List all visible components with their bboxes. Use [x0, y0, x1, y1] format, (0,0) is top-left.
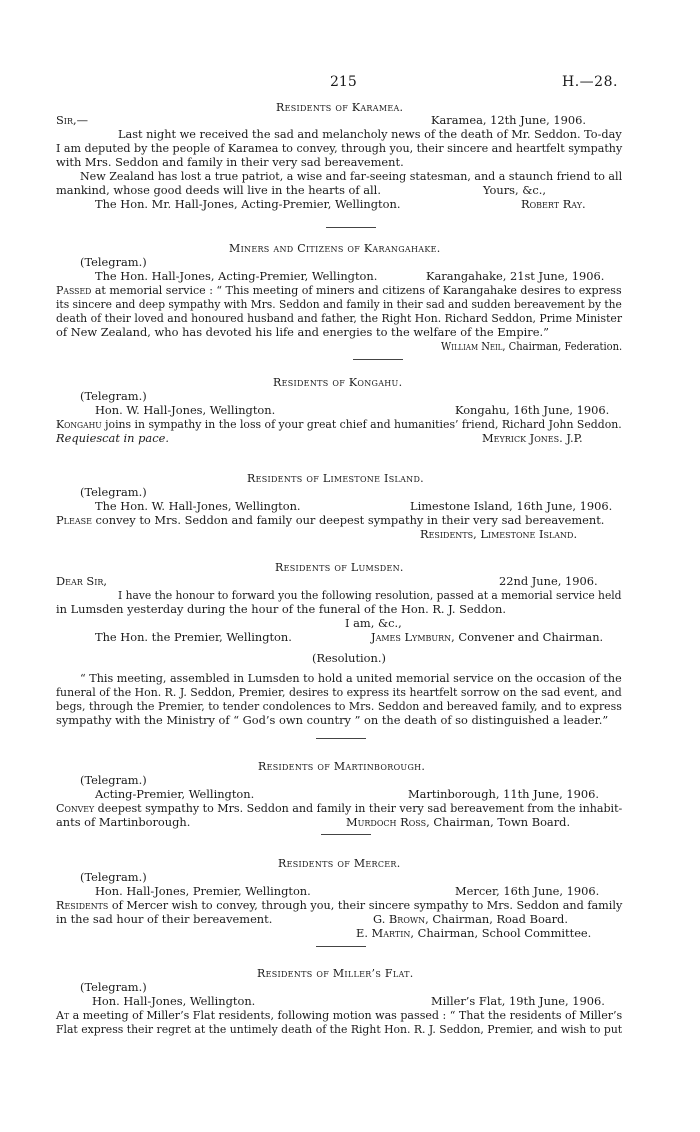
addressee: The Hon. Hall-Jones, Acting-Premier, Wellington.	[95, 269, 378, 283]
lead-word: Residents	[56, 898, 109, 912]
body-line: Residents of Mercer wish to convey, through you, their sincere sympathy to Mrs. Seddon and family	[56, 898, 623, 912]
section-heading-millers-flat: Residents of Miller’s Flat.	[257, 967, 414, 980]
signature: Robert Ray.	[521, 197, 586, 211]
body-line: ants of Martinborough.	[56, 815, 191, 829]
telegram-label: (Telegram.)	[80, 980, 147, 994]
signature: Meyrick Jones. J.P.	[482, 431, 583, 445]
signature: Residents, Limestone Island.	[420, 527, 578, 541]
telegram-label: (Telegram.)	[80, 870, 147, 884]
lead-word: Convey	[56, 801, 95, 815]
addressee: The Hon. W. Hall-Jones, Wellington.	[95, 499, 301, 513]
lead-word: At	[56, 1008, 70, 1022]
place-date: Kongahu, 16th June, 1906.	[455, 403, 610, 417]
body-line: Convey deepest sympathy to Mrs. Seddon and family in their very sad bereavement from the inhabit-	[56, 801, 623, 815]
addressee: Acting-Premier, Wellington.	[95, 787, 255, 801]
section-heading-mercer: Residents of Mercer.	[278, 857, 401, 870]
body-line: Last night we received the sad and melancholy news of the death of Mr. Seddon. To-day	[118, 127, 622, 141]
section-heading-kongahu: Residents of Kongahu.	[273, 376, 403, 389]
section-heading-karamea: Residents of Karamea.	[276, 101, 404, 114]
place-date: Martinborough, 11th June, 1906.	[408, 787, 599, 801]
place-date: Miller’s Flat, 19th June, 1906.	[431, 994, 605, 1008]
section-divider	[326, 227, 376, 228]
lead-word: Please	[56, 513, 92, 527]
salutation: Sir,—	[56, 113, 88, 127]
body-line: Kongahu joins in sympathy in the loss of your great chief and humanities’ friend, Richard John Seddon.	[56, 417, 622, 431]
document-reference: H.—28.	[562, 74, 618, 90]
body-line: its sincere and deep sympathy with Mrs. Seddon and family in their sad and sudden bereavement by the	[56, 297, 622, 311]
lead-word: Passed	[56, 283, 92, 297]
body-line: death of their loved and honoured husband and father, the Right Hon. Richard Seddon, Prime Minister	[56, 311, 623, 325]
section-divider	[316, 738, 366, 739]
section-heading-lumsden: Residents of Lumsden.	[275, 561, 404, 574]
telegram-label: (Telegram.)	[80, 255, 147, 269]
section-divider	[321, 834, 371, 835]
resolution-line: “ This meeting, assembled in Lumsden to hold a united memorial service on the occasion of the	[80, 671, 622, 685]
body-line: of New Zealand, who has devoted his life and energies to the welfare of the Empire.”	[56, 325, 549, 339]
place-date: Karamea, 12th June, 1906.	[431, 113, 586, 127]
signature: G. Brown, Chairman, Road Board.	[373, 912, 568, 926]
closing: Yours, &c.,	[483, 183, 547, 197]
section-heading-limestone-island: Residents of Limestone Island.	[247, 472, 424, 485]
body-line: New Zealand has lost a true patriot, a wise and far-seeing statesman, and a staunch friend to all	[80, 169, 623, 183]
telegram-label: (Telegram.)	[80, 773, 147, 787]
place-date: Mercer, 16th June, 1906.	[455, 884, 600, 898]
signature: E. Martin, Chairman, School Committee.	[356, 926, 592, 940]
date: 22nd June, 1906.	[499, 574, 598, 588]
body-line: in Lumsden yesterday during the hour of the funeral of the Hon. R. J. Seddon.	[56, 602, 507, 616]
body-line: Flat express their regret at the untimely death of the Right Hon. R. J. Seddon, Premier, and wish to put	[56, 1022, 623, 1036]
addressee: Hon. Hall-Jones, Premier, Wellington.	[95, 884, 311, 898]
salutation: Dear Sir,	[56, 574, 108, 588]
resolution-label: (Resolution.)	[312, 651, 386, 665]
latin-phrase: Requiescat in pace.	[56, 431, 169, 445]
body-line: mankind, whose good deeds will live in the hearts of all.	[56, 183, 381, 197]
closing: I am, &c.,	[345, 616, 402, 630]
section-divider	[353, 359, 403, 360]
body-line: Please convey to Mrs. Seddon and family our deepest sympathy in their very sad bereavement.	[56, 513, 605, 527]
page-number: 215	[330, 74, 357, 90]
body-line: with Mrs. Seddon and family in their very sad bereavement.	[56, 155, 404, 169]
body-line: I am deputed by the people of Karamea to convey, through you, their sincere and heartfelt sympathy	[56, 141, 623, 155]
body-line: I have the honour to forward you the following resolution, passed at a memorial service held	[118, 588, 622, 602]
addressee: Hon. W. Hall-Jones, Wellington.	[95, 403, 276, 417]
section-heading-martinborough: Residents of Martinborough.	[258, 760, 426, 773]
addressee: The Hon. Mr. Hall-Jones, Acting-Premier, Wellington.	[95, 197, 401, 211]
place-date: Karangahake, 21st June, 1906.	[426, 269, 605, 283]
body-line: Passed at memorial service : “ This meeting of miners and citizens of Karangahake desires to express	[56, 283, 622, 297]
place-date: Limestone Island, 16th June, 1906.	[410, 499, 613, 513]
telegram-label: (Telegram.)	[80, 485, 147, 499]
signature: James Lymburn, Convener and Chairman.	[371, 630, 604, 644]
body-line: in the sad hour of their bereavement.	[56, 912, 273, 926]
addressee: Hon. Hall-Jones, Wellington.	[92, 994, 256, 1008]
resolution-line: funeral of the Hon. R. J. Seddon, Premier, desires to express its heartfelt sorrow on the sad event, and	[56, 685, 622, 699]
section-divider	[316, 946, 366, 947]
signature: Murdoch Ross, Chairman, Town Board.	[346, 815, 571, 829]
resolution-line: begs, through the Premier, to tender condolences to Mrs. Seddon and bereaved family, and to express	[56, 699, 622, 713]
addressee: The Hon. the Premier, Wellington.	[95, 630, 292, 644]
lead-word: Kongahu	[56, 417, 102, 431]
telegram-label: (Telegram.)	[80, 389, 147, 403]
resolution-line: sympathy with the Ministry of “ God’s own country ” on the death of so distinguished a leader.”	[56, 713, 609, 727]
body-line: At a meeting of Miller’s Flat residents, following motion was passed : “ That the residents of Miller’s	[56, 1008, 623, 1022]
signature: William Neil, Chairman, Federation.	[441, 339, 623, 353]
section-heading-karangahake: Miners and Citizens of Karangahake.	[229, 242, 441, 255]
